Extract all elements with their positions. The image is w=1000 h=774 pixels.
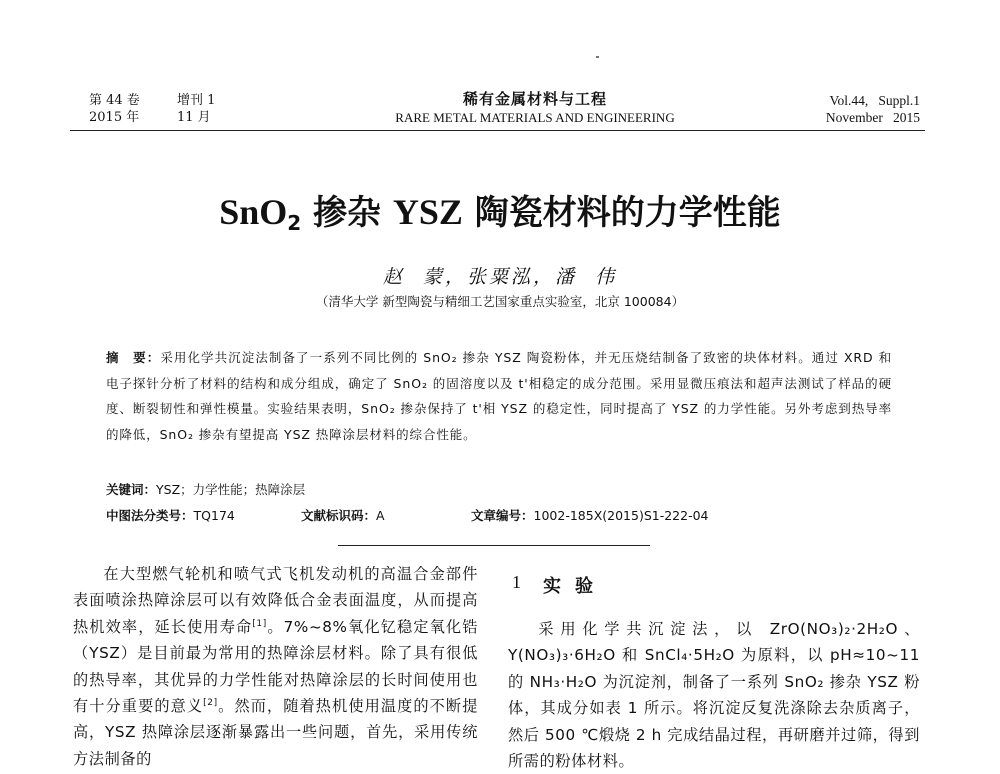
journal-issue-info-en (808, 92, 920, 126)
section-number: 1 (512, 572, 521, 592)
keywords-label: 关键词： (106, 482, 157, 497)
article-no-label: 文章编号： (471, 508, 534, 523)
citation-1: [1] (252, 618, 267, 629)
clc-value: TQ174 (193, 508, 235, 523)
title-part-1: 掺杂 (301, 193, 393, 233)
doc-code-label: 文献标识码： (301, 508, 377, 523)
section-title: 实验 (543, 576, 607, 597)
journal-name-en: RARE METAL MATERIALS AND ENGINEERING (395, 110, 675, 125)
title-part-2: 陶瓷材料的力学性能 (462, 193, 781, 233)
scan-speck (596, 56, 599, 58)
document-code (301, 506, 471, 524)
intro-text-2: 。7%~8%氧化钇稳定氧化锆（YSZ）是目前最为常用的热障涂层材料。除了具有很低的热导率，其优异的力学性能对热障涂层的长时间使用也有十分重要的意义 (73, 617, 478, 716)
keywords (106, 480, 305, 498)
citation-2: [2] (203, 698, 218, 709)
title-formula-subscript: 2 (287, 211, 302, 235)
volume-cn: 第 44 卷 (89, 93, 140, 108)
date-en: November 2015 (825, 110, 920, 125)
year-cn: 2015 年 (89, 110, 140, 125)
authors: 赵 蒙，张粟泓，潘 伟 (382, 266, 618, 288)
supplement-cn: 增刊 1 (177, 93, 216, 108)
intro-text-3: 。然而，随着热机使用温度的不断提高，YSZ 热障涂层逐渐暴露出一些问题，首先，采用传统方法制备的 (73, 697, 478, 768)
abstract-divider (338, 545, 650, 546)
title-formula: SnO (219, 192, 288, 232)
affiliation: （清华大学 新型陶瓷与精细工艺国家重点实验室，北京 100084） (315, 294, 685, 309)
section-heading-experiment (512, 572, 607, 598)
journal-name-cn: 稀有金属材料与工程 (462, 90, 607, 108)
clc-number (106, 506, 301, 524)
keywords-text: YSZ；力学性能；热障涂层 (156, 482, 306, 497)
abstract-label: 摘 要： (106, 350, 161, 365)
header-divider (70, 130, 925, 131)
classification-line (106, 506, 906, 524)
title-latin: YSZ (392, 192, 463, 232)
intro-text-1: 在大型燃气轮机和喷气式飞机发动机的高温合金部件表面喷涂热障涂层可以有效降低合金表面温度，从而提高热机效率，延长使用寿命 (73, 565, 478, 636)
abstract-text: 采用化学共沉淀法制备了一系列不同比例的 SnO₂ 掺杂 YSZ 陶瓷粉体，并无压烧结制备了致密的块体材料。通过 XRD 和电子探针分析了材料的结构和成分组成，确定了 SnO₂ 的固溶度以及 t'相稳定的成分范围。采用显微压痕法和超声法测试了样品的硬度、断裂韧性和弹性模量。实验结果表明，SnO₂ 掺杂保持了 t'相 YSZ 的稳定性，同时提高了 YSZ 的力学性能。另外考虑到热导率的降低，SnO₂ 掺杂有望提高 YSZ 热障涂层材料的综合性能。 (106, 350, 892, 442)
article-title (0, 190, 1000, 245)
month-cn: 11 月 (177, 110, 211, 125)
volume-en: Vol.44, Suppl.1 (829, 93, 920, 108)
journal-issue-info-cn (89, 92, 215, 126)
abstract (106, 345, 892, 447)
article-no-value: 1002-185X(2015)S1-222-04 (533, 508, 709, 523)
journal-name (370, 90, 700, 126)
body-left-column (73, 561, 478, 772)
clc-label: 中图法分类号： (106, 508, 194, 523)
doc-code-value: A (376, 508, 385, 523)
experiment-paragraph: 采用化学共沉淀法，以 ZrO(NO₃)₂·2H₂O、Y(NO₃)₃·6H₂O 和 SnCl₄·5H₂O 为原料，以 pH≈10~11 的 NH₃·H₂O 为沉淀剂，制备了一系列 SnO₂ 掺杂 YSZ 粉体，其成分如表 1 所示。将沉淀反复洗涤除去杂质离子，然后 500 ℃煅烧 2 h 完成结晶过程，再研磨并过筛，得到所需的粉体材料。 (508, 620, 920, 771)
intro-paragraph (73, 561, 478, 772)
body-right-column (508, 616, 920, 774)
article-number (471, 506, 709, 524)
